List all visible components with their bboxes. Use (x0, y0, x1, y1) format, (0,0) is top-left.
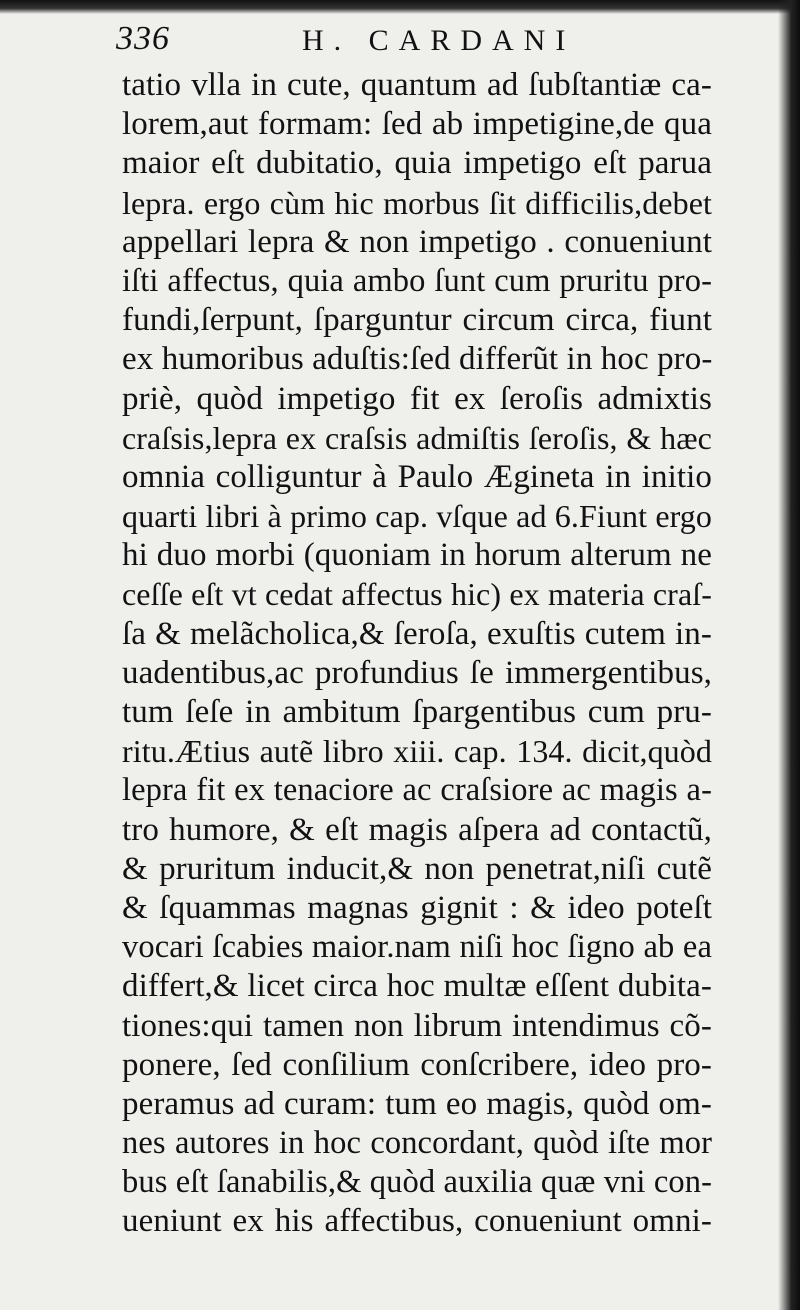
text-line: uadentibus,ac profundius ſe immergentibus, (122, 654, 712, 691)
text-line: peramus ad curam: tum eo magis, quòd om- (122, 1085, 712, 1122)
scan-edge-top (0, 0, 800, 14)
text-line: omnia colliguntur à Paulo Ægineta in initio (122, 458, 712, 495)
scan-edge-right (778, 0, 800, 1310)
text-line: quarti libri à primo cap. vſque ad 6.Fiunt ergo (122, 498, 712, 535)
text-line: tro humore, & eſt magis aſpera ad contactũ, (122, 811, 712, 848)
text-line: ex humoribus aduſtis:ſed differũt in hoc pro- (122, 341, 713, 378)
text-line: lorem,aut formam: ſed ab impetigine,de qua (122, 106, 712, 143)
text-line: vocari ſcabies maior.nam niſi hoc ſigno ab ea (122, 929, 712, 966)
text-line: ponere, ſed conſilium conſcribere, ideo pro- (122, 1046, 712, 1083)
text-line: differt,& licet circa hoc multæ eſſent dubita- (122, 968, 712, 1005)
text-line: appellari lepra & non impetigo . conueniunt (122, 223, 712, 260)
text-line: lepra fit ex tenaciore ac craſsiore ac magis a- (122, 772, 712, 809)
page-number: 336 (116, 20, 170, 57)
text-line: bus eſt ſanabilis,& quòd auxilia quæ vni con- (122, 1164, 712, 1201)
text-line: nes autores in hoc concordant, quòd iſte mor (122, 1125, 712, 1162)
body-text (122, 66, 712, 1242)
text-line: lepra. ergo cùm hic morbus ſit difficilis,debet (122, 184, 712, 221)
text-line: & ſquammas magnas gignit : & ideo poteſt (122, 889, 712, 926)
text-line: tum ſeſe in ambitum ſpargentibus cum pru- (122, 694, 712, 730)
text-line: craſsis,lepra ex craſsis admiſtis ſeroſis, & hæc (122, 419, 712, 456)
text-line: ceſſe eſt vt cedat affectus hic) ex materia craſ- (122, 576, 712, 613)
text-line: hi duo morbi (quoniam in horum alterum ne (122, 537, 712, 574)
text-line: fundi,ſerpunt, ſparguntur circum circa, fiunt (122, 302, 712, 339)
text-line: priè, quòd impetigo fit ex ſeroſis admixtis (122, 380, 712, 417)
running-head: H. CARDANI (302, 24, 576, 57)
text-line: iſti affectus, quia ambo ſunt cum pruritu pro- (122, 262, 712, 299)
text-line: ſa & melãcholica,& ſeroſa, exuſtis cutem in- (122, 615, 712, 652)
text-line: & pruritum inducit,& non penetrat,niſi cutẽ (122, 850, 712, 887)
text-line: ritu.Ætius autẽ libro xiii. cap. 134. dicit,quòd (122, 733, 712, 770)
text-line: tiones:qui tamen non librum intendimus cõ- (122, 1007, 712, 1044)
text-line: maior eſt dubitatio, quia impetigo eſt parua (122, 145, 712, 182)
text-line: ueniunt ex his affectibus, conueniunt omni- (122, 1203, 712, 1240)
page-header (116, 16, 756, 66)
text-line: tatio vlla in cute, quantum ad ſubſtantiæ ca- (122, 67, 712, 103)
